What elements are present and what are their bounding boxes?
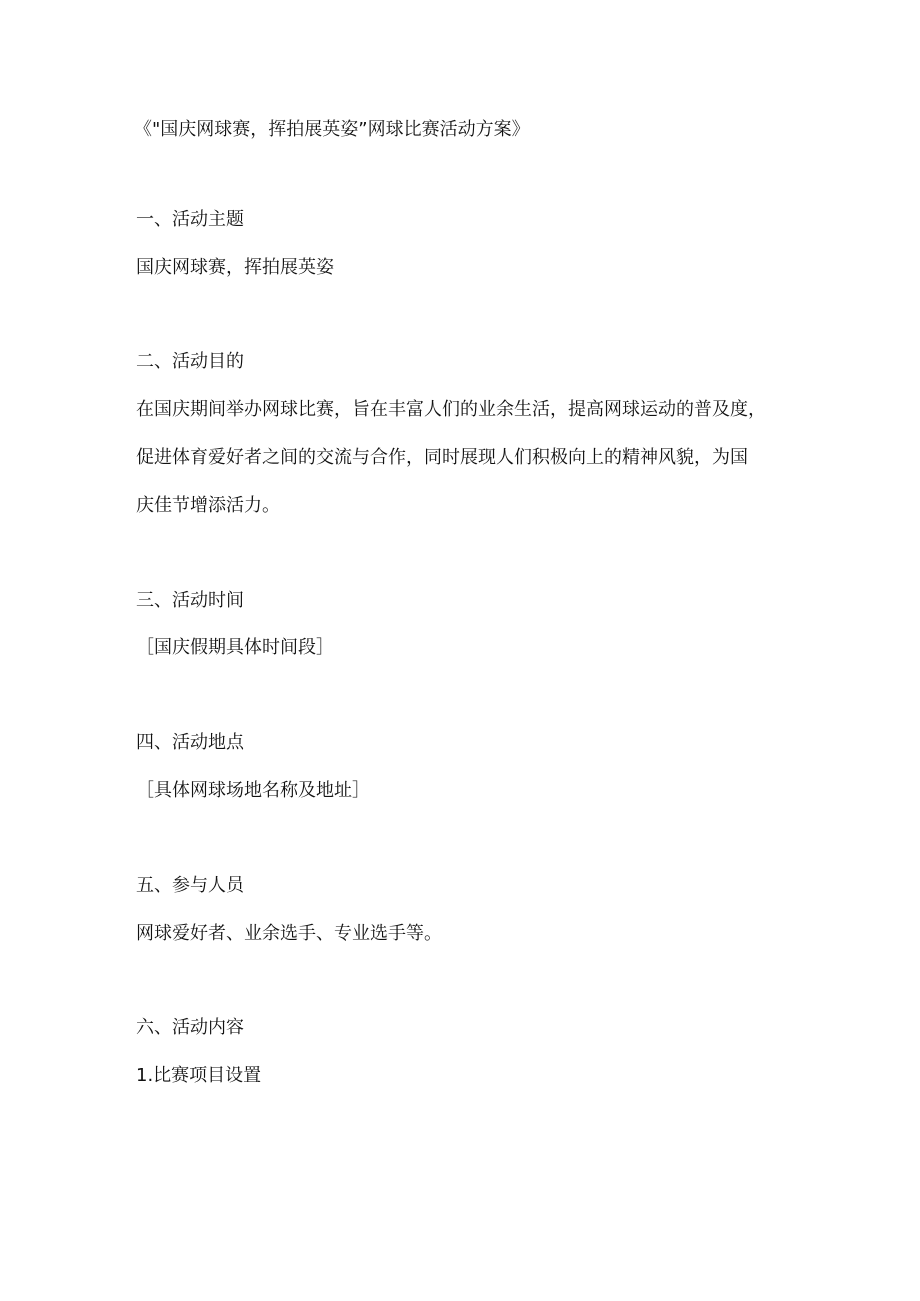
document-title: 《"国庆网球赛，挥拍展英姿”网球比赛活动方案》: [134, 119, 530, 140]
section-text-theme: 国庆网球赛，挥拍展英姿: [136, 257, 334, 278]
section-heading-theme: 一、活动主题: [136, 209, 244, 230]
section-text-purpose-line-3: 庆佳节增添活力。: [136, 495, 280, 516]
section-text-participants: 网球爱好者、业余选手、专业选手等。: [136, 923, 442, 944]
section-heading-location: 四、活动地点: [136, 732, 244, 753]
section-subheading-event-setup: 1.比赛项目设置: [136, 1065, 262, 1086]
section-text-purpose-line-2: 促进体育爱好者之间的交流与合作，同时展现人们积极向上的精神风貌，为国: [136, 447, 748, 468]
section-text-location: ［具体网球场地名称及地址］: [136, 780, 370, 801]
section-heading-content: 六、活动内容: [136, 1017, 244, 1038]
section-heading-purpose: 二、活动目的: [136, 351, 244, 372]
section-heading-participants: 五、参与人员: [136, 875, 244, 896]
section-text-purpose-line-1: 在国庆期间举办网球比赛，旨在丰富人们的业余生活，提高网球运动的普及度，: [136, 399, 766, 420]
section-heading-time: 三、活动时间: [136, 590, 244, 611]
section-text-time: ［国庆假期具体时间段］: [136, 637, 334, 658]
